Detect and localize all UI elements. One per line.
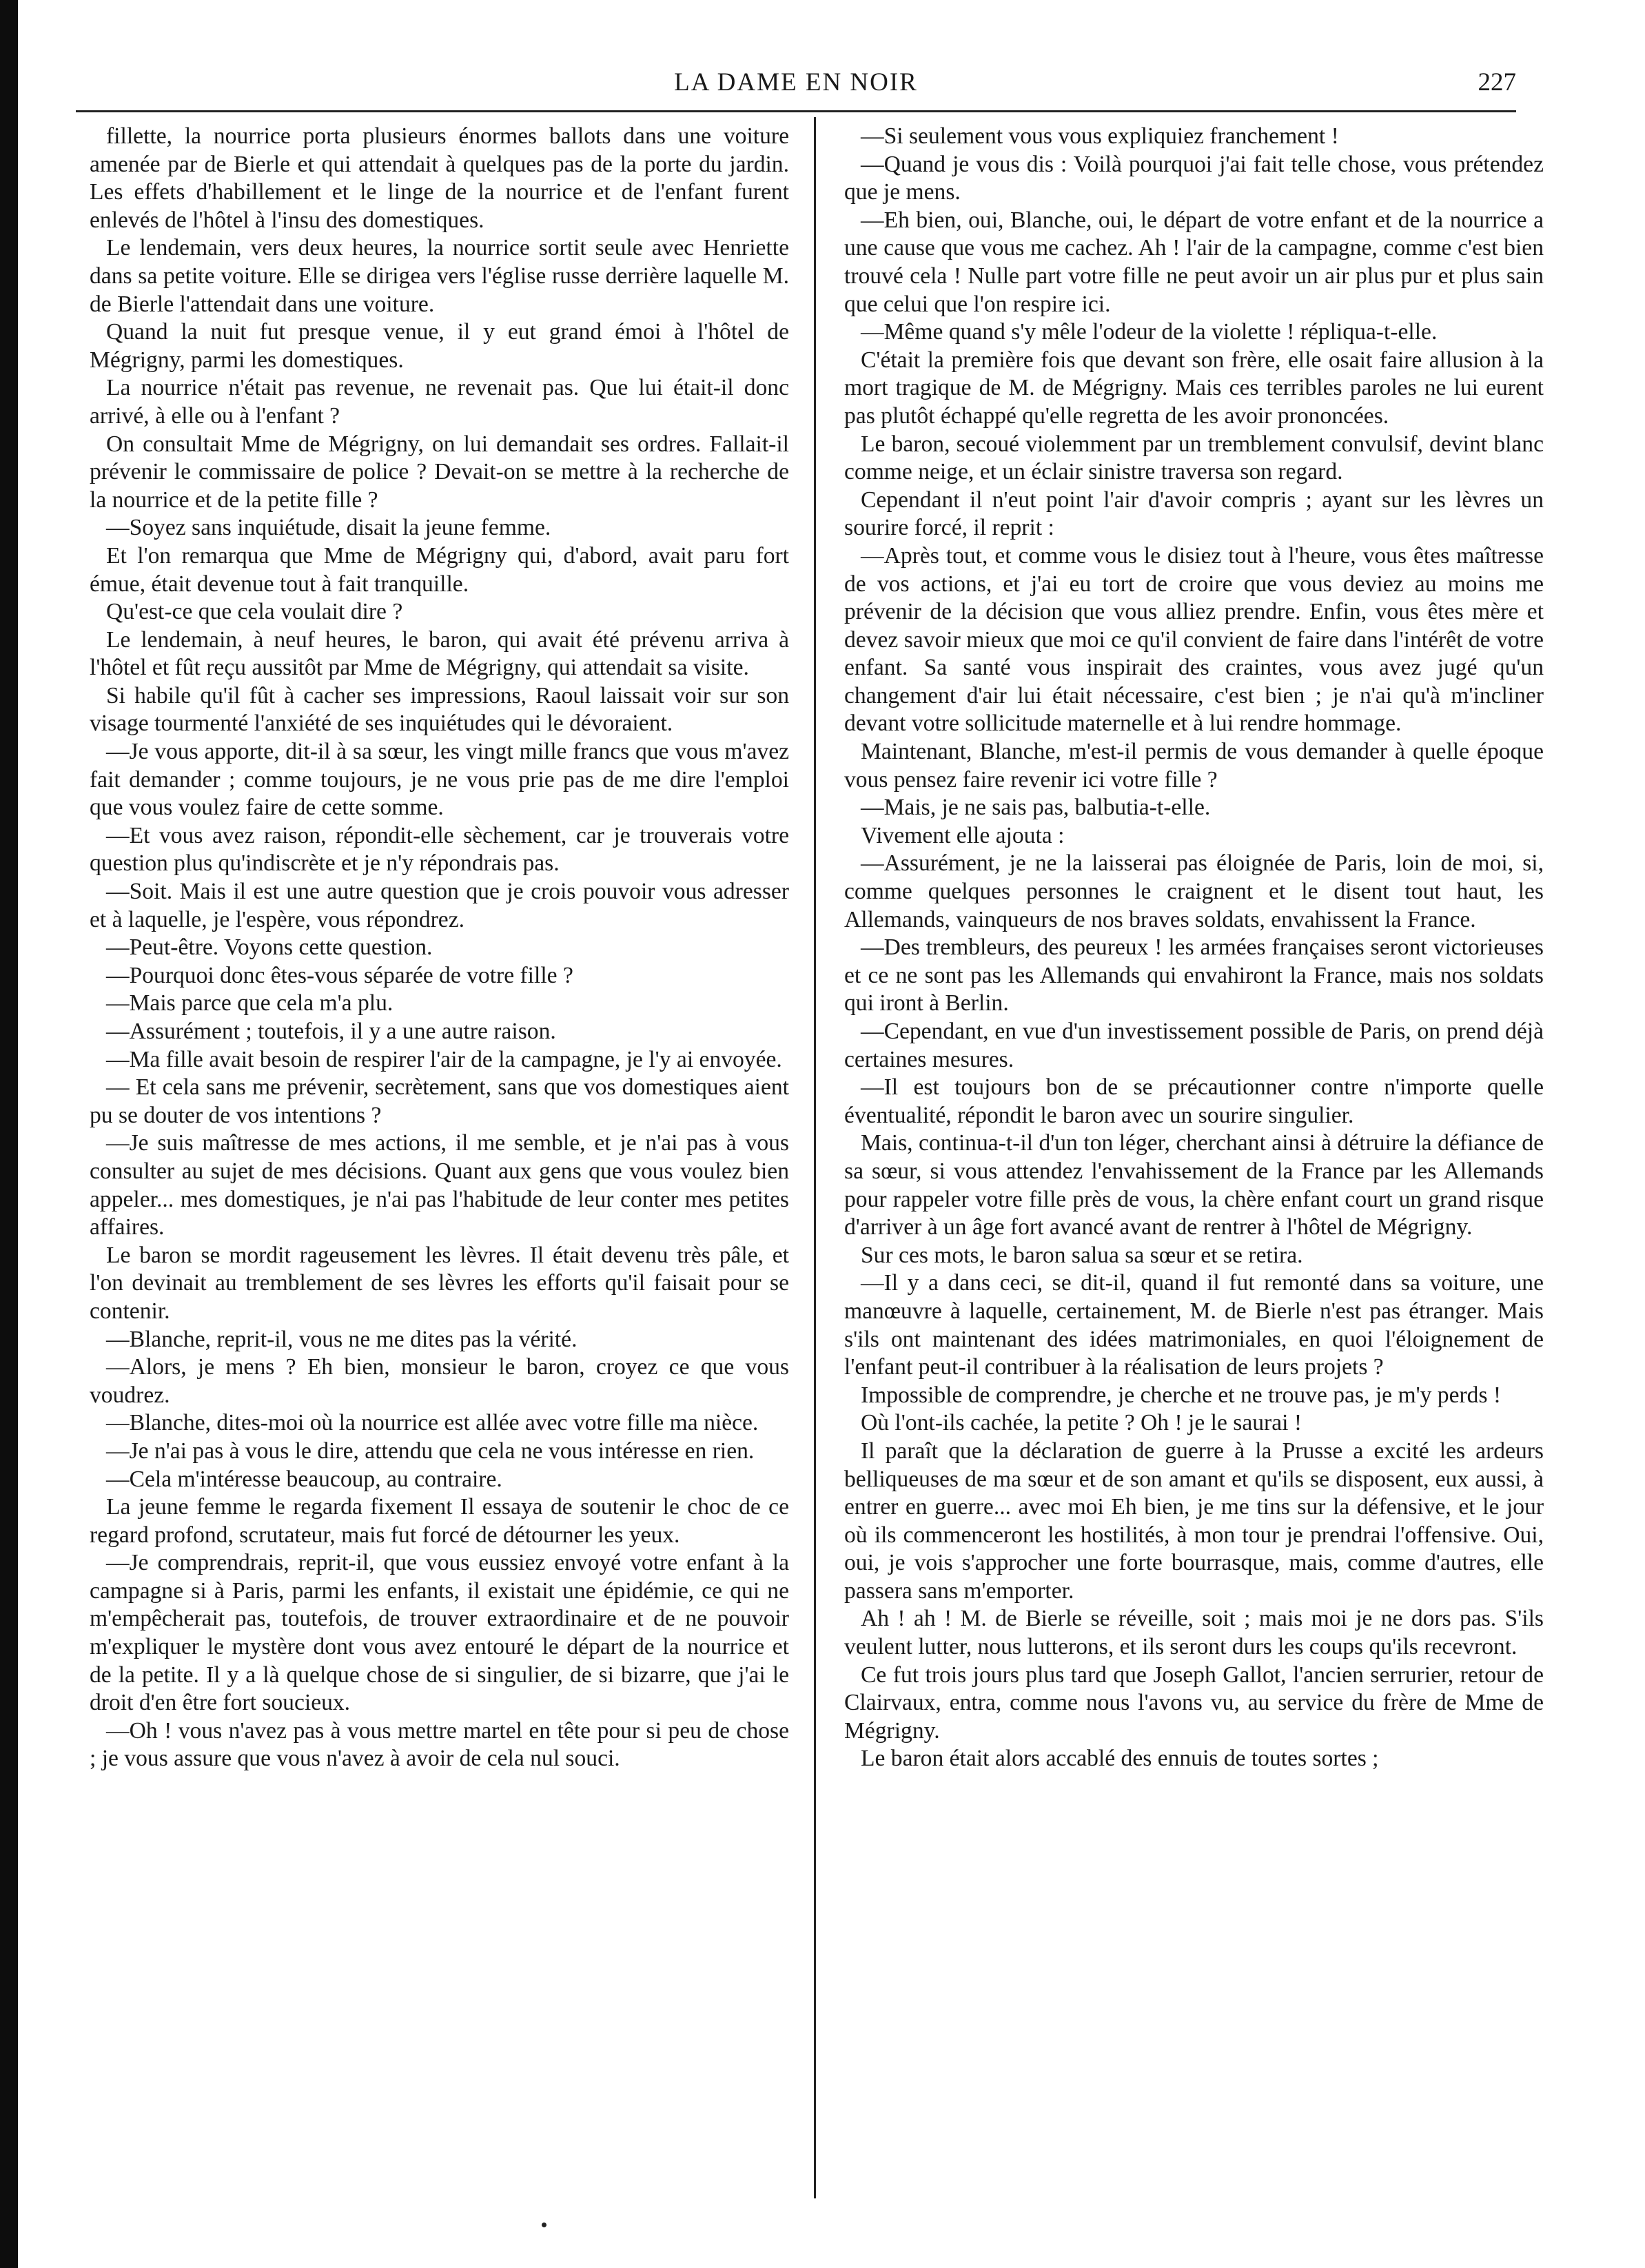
paragraph: —Alors, je mens ? Eh bien, monsieur le baron, croyez ce que vous voudrez. [90, 1354, 789, 1408]
paragraph: —Blanche, dites-moi où la nourrice est allée avec votre fille ma nièce. [106, 1410, 759, 1436]
header-rule [76, 110, 1516, 112]
paragraph: —Des trembleurs, des peureux ! les armées françaises seront victorieuses et ce ne sont pas les Allemands qui envahiront la France, mais nos soldats qui iront à Berlin. [844, 934, 1544, 1016]
paragraph: —Après tout, et comme vous le disiez tout à l'heure, vous êtes maîtresse de vos actions, et j'ai eu tort de croire que vous deviez au moins me prévenir de la décision que vous alliez prendre. Enfin, vous êtes mère et devez savoir mieux que moi ce qu'il convient de faire dans l'intérêt de votre enfant. Sa santé vous inspirait des craintes, vous avez jugé qu'un changement d'air lui était nécessaire, c'est bien ; je n'ai qu'à m'incliner devant votre sollicitude maternelle et à lui rendre hommage. [844, 542, 1544, 737]
paragraph: —Il est toujours bon de se précautionner contre n'importe quelle éventualité, répondit le baron avec un sourire singulier. [844, 1074, 1544, 1128]
paragraph: —Quand je vous dis : Voilà pourquoi j'ai fait telle chose, vous prétendez que je mens. [844, 151, 1544, 205]
paragraph: —Eh bien, oui, Blanche, oui, le départ de votre enfant et de la nourrice a une cause que vous me cachez. Ah ! l'air de la campagne, comme c'est bien trouvé cela ! Nulle part votre fille ne peut avoir un air plus pur et plus sain que celui que l'on respire ici. [844, 207, 1544, 317]
paragraph: Cependant il n'eut point l'air d'avoir compris ; ayant sur les lèvres un sourire forcé, il reprit : [844, 487, 1544, 541]
paragraph: —Pourquoi donc êtes-vous séparée de votre fille ? [106, 962, 573, 988]
paragraph: —Assurément ; toutefois, il y a une autre raison. [106, 1019, 556, 1044]
paragraph: —Cependant, en vue d'un investissement possible de Paris, on prend déjà certaines mesures. [844, 1019, 1544, 1072]
paragraph: Le baron, secoué violemment par un tremblement convulsif, devint blanc comme neige, et un éclair sinistre traversa son regard. [844, 431, 1544, 485]
paragraph: Qu'est-ce que cela voulait dire ? [106, 599, 403, 625]
paragraph: C'était la première fois que devant son frère, elle osait faire allusion à la mort tragique de M. de Mégrigny. Mais ces terribles paroles ne lui eurent pas plutôt échappé qu'elle regretta de les avoir prononcées. [844, 347, 1544, 429]
paragraph: —Je n'ai pas à vous le dire, attendu que cela ne vous intéresse en rien. [106, 1438, 755, 1464]
paragraph: —Oh ! vous n'avez pas à vous mettre martel en tête pour si peu de chose ; je vous assure que vous n'avez à avoir de cela nul souci. [90, 1717, 789, 1772]
paragraph: —Mais, je ne sais pas, balbutia-t-elle. [861, 795, 1211, 821]
paragraph: —Soyez sans inquiétude, disait la jeune femme. [106, 515, 551, 541]
paragraph: Ce fut trois jours plus tard que Joseph Gallot, l'ancien serrurier, retour de Clairvaux, entra, comme nous l'avons vu, au service du frère de Mme de Mégrigny. [844, 1662, 1544, 1744]
paragraph: —Cela m'intéresse beaucoup, au contraire. [106, 1466, 502, 1492]
paragraph: —Ma fille avait besoin de respirer l'air de la campagne, je l'y ai envoyée. [106, 1046, 782, 1072]
running-title: LA DAME EN NOIR [674, 68, 918, 96]
paragraph: —Peut-être. Voyons cette question. [106, 934, 433, 961]
paragraph: —Assurément, je ne la laisserai pas éloignée de Paris, loin de moi, si, comme quelques personnes le craignent et le disent tout haut, les Allemands, vainqueurs de nos braves soldats, envahissent la France. [844, 850, 1544, 932]
paragraph: —Blanche, reprit-il, vous ne me dites pas la vérité. [106, 1326, 578, 1352]
binding-edge [0, 0, 18, 2268]
paragraph: Maintenant, Blanche, m'est-il permis de vous demander à quelle époque vous pensez faire revenir ici votre fille ? [844, 739, 1544, 793]
paragraph: Quand la nuit fut presque venue, il y eut grand émoi à l'hôtel de Mégrigny, parmi les domestiques. [90, 319, 789, 373]
paragraph: Impossible de comprendre, je cherche et ne trouve pas, je m'y perds ! [861, 1382, 1502, 1408]
paragraph: Où l'ont-ils cachée, la petite ? Oh ! je le saurai ! [861, 1410, 1302, 1436]
paragraph: fillette, la nourrice porta plusieurs énormes ballots dans une voiture amenée par de Bierle et qui attendait à quelques pas de la porte du jardin. Les effets d'habillement et le linge de la nourrice et de l'enfant furent enlevés de l'hôtel à l'insu des domestiques. [90, 123, 789, 233]
paragraph: —Mais parce que cela m'a plu. [106, 990, 394, 1016]
paragraph: Le lendemain, vers deux heures, la nourrice sortit seule avec Henriette dans sa petite voiture. Elle se dirigea vers l'église russe derrière laquelle M. de Bierle l'attendait dans une voiture. [90, 235, 789, 317]
paragraph: Le baron était alors accablé des ennuis de toutes sortes ; [861, 1746, 1379, 1772]
paragraph: Vivement elle ajouta : [861, 822, 1065, 848]
paragraph: —Si seulement vous vous expliquiez franchement ! [861, 123, 1339, 149]
paragraph: Si habile qu'il fût à cacher ses impressions, Raoul laissait voir sur son visage tourmenté l'anxiété de ses inquiétudes qui le dévoraient. [90, 682, 789, 737]
paragraph: Et l'on remarqua que Mme de Mégrigny qui, d'abord, avait paru fort émue, était devenue tout à fait tranquille. [90, 542, 789, 597]
paragraph: La jeune femme le regarda fixement Il essaya de soutenir le choc de ce regard profond, scrutateur, mais fut forcé de détourner les yeux. [90, 1494, 789, 1548]
print-speckle [542, 2223, 546, 2227]
paragraph: —Même quand s'y mêle l'odeur de la violette ! répliqua-t-elle. [861, 319, 1438, 345]
paragraph: La nourrice n'était pas revenue, ne revenait pas. Que lui était-il donc arrivé, à elle ou à l'enfant ? [90, 375, 789, 429]
paragraph: Ah ! ah ! M. de Bierle se réveille, soit ; mais moi je ne dors pas. S'ils veulent lutter, nous lutterons, et ils seront durs les coups qu'ils recevront. [844, 1606, 1544, 1660]
paragraph: Le baron se mordit rageusement les lèvres. Il était devenu très pâle, et l'on devinait au tremblement de ses lèvres les efforts qu'il faisait pour se contenir. [90, 1242, 789, 1324]
paragraph: —Je suis maîtresse de mes actions, il me semble, et je n'ai pas à vous consulter au sujet de mes décisions. Quant aux gens que vous voulez bien appeler... mes domestiques, je n'ai pas l'habitude de leur conter mes petites affaires. [90, 1130, 789, 1240]
paragraph: Sur ces mots, le baron salua sa sœur et se retira. [861, 1242, 1303, 1268]
paragraph: —Soit. Mais il est une autre question que je crois pouvoir vous adresser et à laquelle, je l'espère, vous répondrez. [90, 879, 789, 932]
paragraph: Le lendemain, à neuf heures, le baron, qui avait été prévenu arriva à l'hôtel et fût reçu aussitôt par Mme de Mégrigny, qui attendait sa visite. [90, 626, 789, 681]
paragraph: —Il y a dans ceci, se dit-il, quand il fut remonté dans sa voiture, une manœuvre à laquelle, certainement, M. de Bierle n'est pas étranger. Mais s'ils ont maintenant des idées matrimoniales, en quoi l'éloignement de l'enfant peut-il contribuer à la réalisation de leurs projets ? [844, 1270, 1544, 1380]
text-column-left [90, 123, 789, 2197]
paragraph: Il paraît que la déclaration de guerre à la Prusse a excité les ardeurs belliqueuses de ma sœur et de son amant et qu'ils se disposent, eux aussi, à entrer en guerre... avec moi Eh bien, je me tins sur la défensive, et le jour où ils commenceront les hostilités, à mon tour je prendrai l'offensive. Oui, oui, je vois s'approcher une forte bourrasque, mais, comme d'autres, elle passera sans m'emporter. [844, 1438, 1544, 1604]
paragraph: —Et vous avez raison, répondit-elle sèchement, car je trouverais votre question plus qu'indiscrète et je n'y répondrais pas. [90, 822, 789, 877]
paragraph: Mais, continua-t-il d'un ton léger, cherchant ainsi à détruire la défiance de sa sœur, si vous attendez l'envahissement de la France par les Allemands pour rappeler votre fille près de vous, la chère enfant court un grand risque d'arriver à un âge fort avancé avant de rentrer à l'hôtel de Mégrigny. [844, 1130, 1544, 1240]
paragraph: On consultait Mme de Mégrigny, on lui demandait ses ordres. Fallait-il prévenir le commissaire de police ? Devait-on se mettre à la recherche de la nourrice et de la petite fille ? [90, 431, 789, 513]
page-header [76, 63, 1516, 105]
paragraph: — Et cela sans me prévenir, secrètement, sans que vos domestiques aient pu se douter de vos intentions ? [90, 1074, 789, 1128]
paragraph: —Je vous apporte, dit-il à sa sœur, les vingt mille francs que vous m'avez fait demander ; comme toujours, je ne vous prie pas de me dire l'emploi que vous voulez faire de cette somme. [90, 739, 789, 821]
paragraph: —Je comprendrais, reprit-il, que vous eussiez envoyé votre enfant à la campagne si à Paris, parmi les enfants, il existait une épidémie, ce qui ne m'empêcherait pas, toutefois, de trouver extraordinaire et de ne pouvoir m'expliquer le mystère dont vous avez entouré le départ de la nourrice et de la petite. Il y a là quelque chose de si singulier, de si bizarre, que j'ai le droit d'en être fort soucieux. [90, 1550, 789, 1716]
column-divider [814, 117, 816, 2198]
text-column-right [844, 123, 1544, 2197]
page-number: 227 [1478, 68, 1516, 96]
